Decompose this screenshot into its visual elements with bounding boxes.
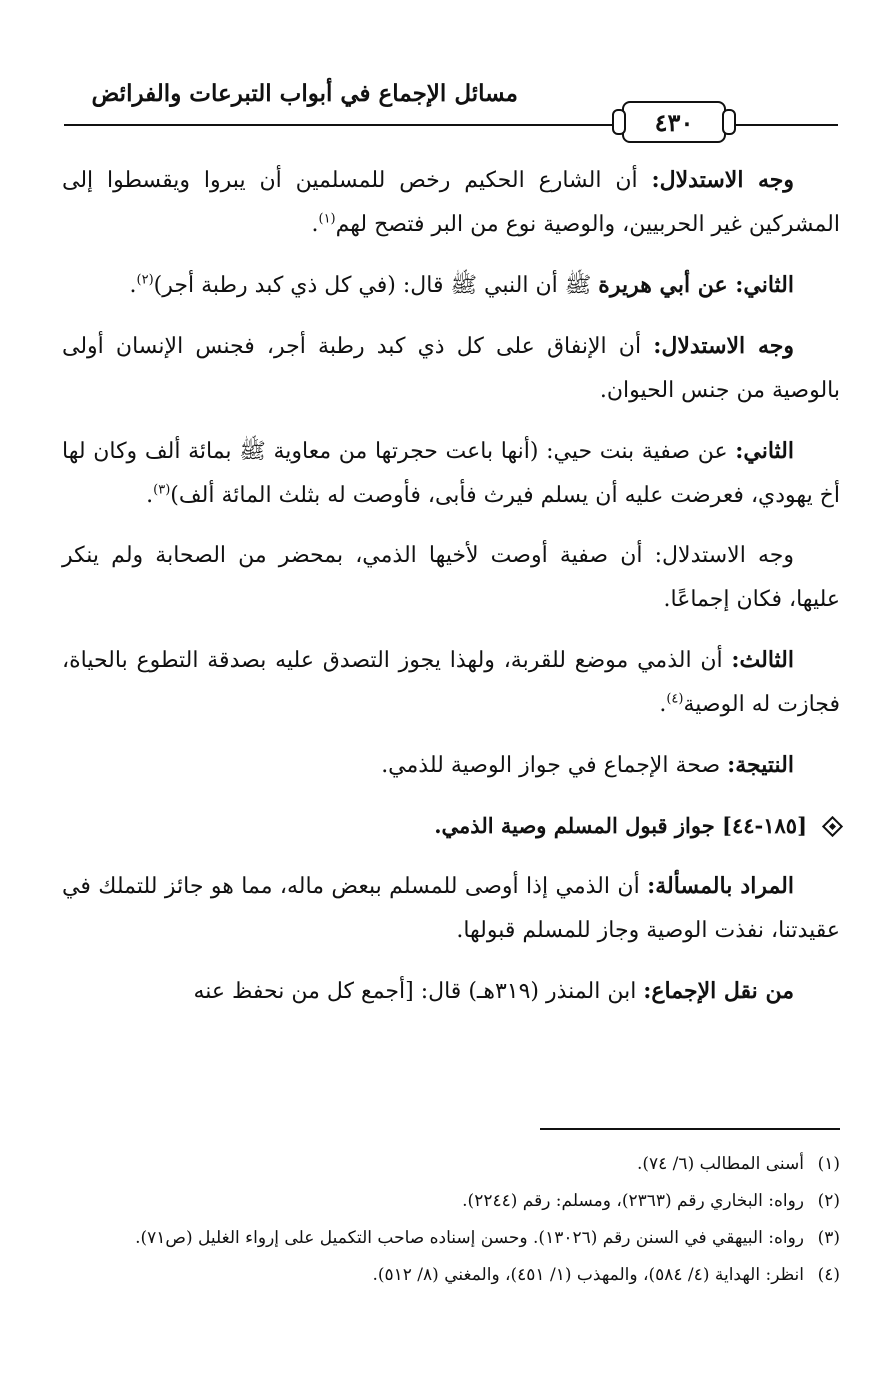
page-number-ornament: [616, 100, 732, 144]
footnote-ref: (٣): [153, 482, 171, 498]
footnote-number: (٢): [817, 1191, 840, 1211]
footnote-number: (١): [817, 1154, 840, 1174]
footnote-text: رواه: البيهقي في السنن رقم (١٣٠٢٦). وحسن إسناده صاحب التكميل على إرواء الغليل (ص٧١).: [135, 1228, 804, 1248]
paragraph-end: .: [659, 692, 667, 717]
paragraph-text: صحة الإجماع في جواز الوصية للذمي.: [381, 753, 728, 778]
paragraph-text: وجه الاستدلال: أن صفية أوصت لأخيها الذمي، بمحضر من الصحابة ولم ينكر عليها، فكان إجماعًا.: [62, 543, 840, 612]
paragraph-lead: الثاني: عن أبي هريرة: [598, 272, 794, 298]
section-heading: [62, 804, 840, 848]
footnote: [62, 1185, 840, 1218]
paragraph-text: أن الشارع الحكيم رخص للمسلمين أن يبروا ويقسطوا إلى المشركين غير الحربيين، والوصية نوع من البر فتصح لهم: [62, 168, 840, 237]
paragraph-end: .: [146, 483, 154, 508]
paragraph-text: ﷺ أن النبي ﷺ قال: (في كل ذي كبد رطبة أجر): [153, 273, 599, 298]
footnote-text: رواه: البخاري رقم (٢٣٦٣)، ومسلم: رقم (٢٢٤٤).: [462, 1191, 804, 1211]
paragraph-lead: المراد بالمسألة:: [647, 873, 794, 899]
paragraph: [62, 743, 840, 788]
paragraph-text: عن صفية بنت حيي: (أنها باعت حجرتها من معاوية ﷺ بمائة ألف وكان لها أخ يهودي، فعرضت عليه أن يسلم فيرث فأبى، فأوصت له بثلث المائة ألف): [62, 439, 840, 508]
footnote: [62, 1259, 840, 1292]
paragraph-text: ابن المنذر (٣١٩هـ) قال: [أجمع كل من نحفظ عنه: [193, 979, 644, 1004]
section-heading-text: [١٨٥-٤٤] جواز قبول المسلم وصية الذمي.: [434, 813, 807, 838]
diamond-bullet-icon: [822, 815, 843, 836]
paragraph-lead: وجه الاستدلال:: [653, 333, 795, 359]
footnotes: [62, 1148, 840, 1296]
paragraph: [62, 263, 840, 308]
paragraph-text: أن الذمي إذا أوصى للمسلم ببعض ماله، مما هو جائز للتملك في عقيدتنا، نفذت الوصية وجاز للمسلم قبولها.: [62, 874, 840, 943]
paragraph: [62, 324, 840, 413]
footnote: [62, 1222, 840, 1255]
footnote: [62, 1148, 840, 1181]
paragraph: [62, 969, 840, 1014]
paragraph-lead: الثاني:: [735, 438, 794, 464]
paragraph-text: أن الذمي موضع للقربة، ولهذا يجوز التصدق عليه بصدقة التطوع بالحياة، فجازت له الوصية: [62, 648, 840, 717]
main-text: [62, 158, 840, 1030]
footnote-rule: [540, 1128, 840, 1130]
paragraph: [62, 429, 840, 518]
footnote-ref: (٤): [666, 691, 684, 707]
paragraph-end: .: [129, 273, 137, 298]
paragraph: [62, 638, 840, 727]
paragraph-lead: النتيجة:: [727, 752, 794, 778]
page-number: ٤٣٠: [654, 107, 694, 137]
paragraph: [62, 534, 840, 622]
paragraph-lead: وجه الاستدلال:: [651, 167, 795, 193]
footnote-number: (٤): [817, 1265, 840, 1285]
paragraph: [62, 158, 840, 247]
footnote-number: (٣): [817, 1228, 840, 1248]
paragraph-lead: من نقل الإجماع:: [643, 978, 794, 1004]
paragraph-text: أن الإنفاق على كل ذي كبد رطبة أجر، فجنس الإنسان أولى بالوصية من جنس الحيوان.: [62, 334, 840, 403]
paragraph: [62, 864, 840, 953]
ornament-frame-icon: [622, 101, 726, 143]
footnote-ref: (١): [318, 211, 336, 227]
paragraph-end: .: [311, 212, 319, 237]
footnote-ref: (٢): [136, 272, 154, 288]
footnote-text: انظر: الهداية (٤/ ٥٨٤)، والمهذب (١/ ٤٥١)، والمغني (٨/ ٥١٢).: [372, 1265, 804, 1285]
footnote-text: أسنى المطالب (٦/ ٧٤).: [636, 1154, 804, 1174]
paragraph-lead: الثالث:: [731, 647, 794, 673]
running-header-title: مسائل الإجماع في أبواب التبرعات والفرائض: [91, 80, 518, 107]
